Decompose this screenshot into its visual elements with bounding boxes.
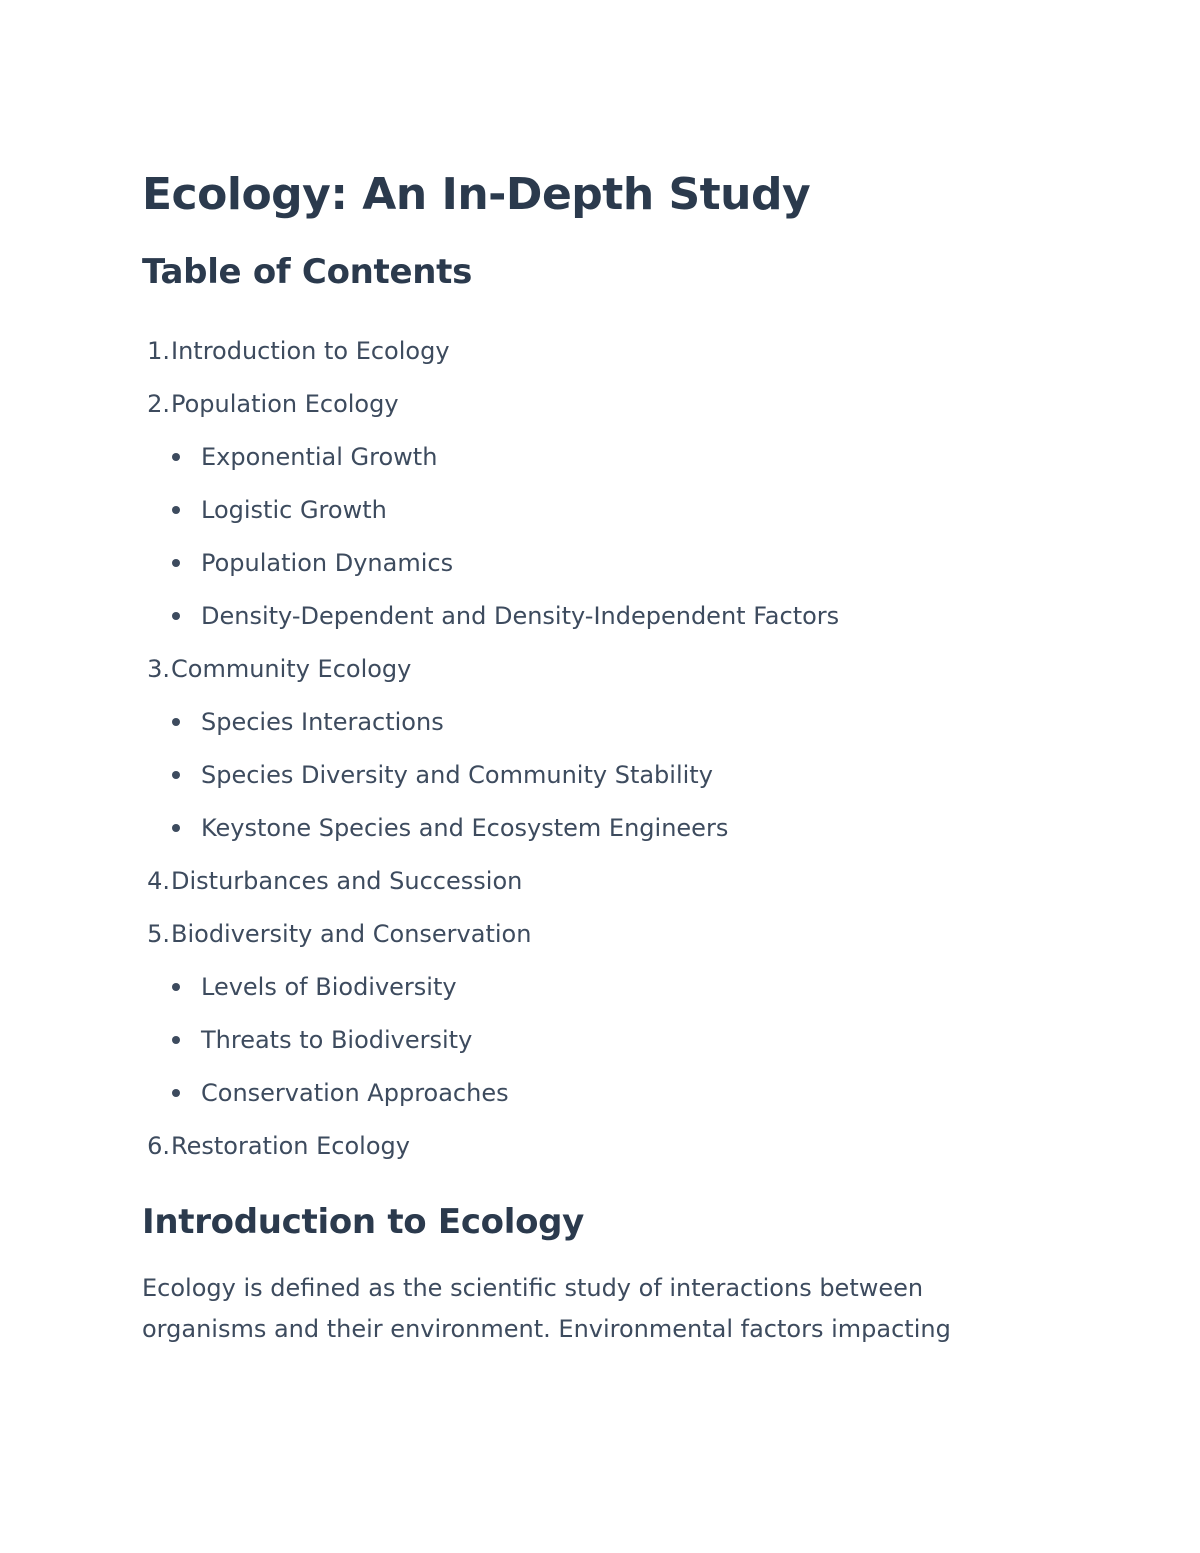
toc-item-label: Community Ecology [171, 654, 412, 683]
toc-item[interactable] [142, 377, 1042, 430]
toc-item[interactable] [142, 642, 1042, 695]
bullet-icon [172, 771, 180, 779]
toc-subitem-label: Levels of Biodiversity [201, 972, 457, 1001]
toc-subitem-label: Species Interactions [201, 707, 444, 736]
toc-subitem-label: Conservation Approaches [201, 1078, 509, 1107]
toc-item-label: Population Ecology [171, 389, 399, 418]
bullet-icon [172, 506, 180, 514]
toc-item-label: Introduction to Ecology [171, 336, 450, 365]
bullet-icon [172, 1089, 180, 1097]
bullet-icon [172, 718, 180, 726]
document-title: Ecology: An In-Depth Study [142, 169, 811, 220]
toc-subitem[interactable] [142, 430, 1042, 483]
bullet-icon [172, 453, 180, 461]
toc-subitem[interactable] [142, 1013, 1042, 1066]
toc-subitem-label: Density-Dependent and Density-Independent Factors [201, 601, 840, 630]
toc-item-number: 4. [147, 866, 170, 895]
toc-subitem[interactable] [142, 1066, 1042, 1119]
toc-item[interactable] [142, 324, 1042, 377]
toc-item-number: 6. [147, 1131, 170, 1160]
toc-heading: Table of Contents [142, 252, 473, 292]
toc-subitem-label: Logistic Growth [201, 495, 387, 524]
toc-item-number: 3. [147, 654, 170, 683]
toc-item-label: Disturbances and Succession [171, 866, 523, 895]
toc-subitem[interactable] [142, 960, 1042, 1013]
toc-subitem-label: Keystone Species and Ecosystem Engineers [201, 813, 729, 842]
toc-item-number: 1. [147, 336, 170, 365]
toc-item-number: 2. [147, 389, 170, 418]
toc-item-number: 5. [147, 919, 170, 948]
toc-subitem-label: Species Diversity and Community Stability [201, 760, 713, 789]
bullet-icon [172, 983, 180, 991]
toc-subitem[interactable] [142, 483, 1042, 536]
section-paragraph: Ecology is defined as the scientific study of interactions between organisms and their environment. Environmental factors impacting [142, 1274, 951, 1343]
toc-item-label: Restoration Ecology [171, 1131, 410, 1160]
toc-item-label: Biodiversity and Conservation [171, 919, 532, 948]
table-of-contents [142, 324, 1042, 1172]
toc-item[interactable] [142, 907, 1042, 960]
toc-subitem-label: Population Dynamics [201, 548, 454, 577]
toc-subitem-label: Threats to Biodiversity [201, 1025, 473, 1054]
section-heading: Introduction to Ecology [142, 1202, 585, 1242]
bullet-icon [172, 824, 180, 832]
toc-subitem[interactable] [142, 695, 1042, 748]
toc-subitem[interactable] [142, 748, 1042, 801]
bullet-icon [172, 1036, 180, 1044]
toc-subitem-label: Exponential Growth [201, 442, 438, 471]
bullet-icon [172, 612, 180, 620]
bullet-icon [172, 559, 180, 567]
toc-subitem[interactable] [142, 589, 1042, 642]
toc-subitem[interactable] [142, 536, 1042, 589]
toc-subitem[interactable] [142, 801, 1042, 854]
toc-item[interactable] [142, 1119, 1042, 1172]
toc-item[interactable] [142, 854, 1042, 907]
document-page [142, 160, 1042, 1350]
